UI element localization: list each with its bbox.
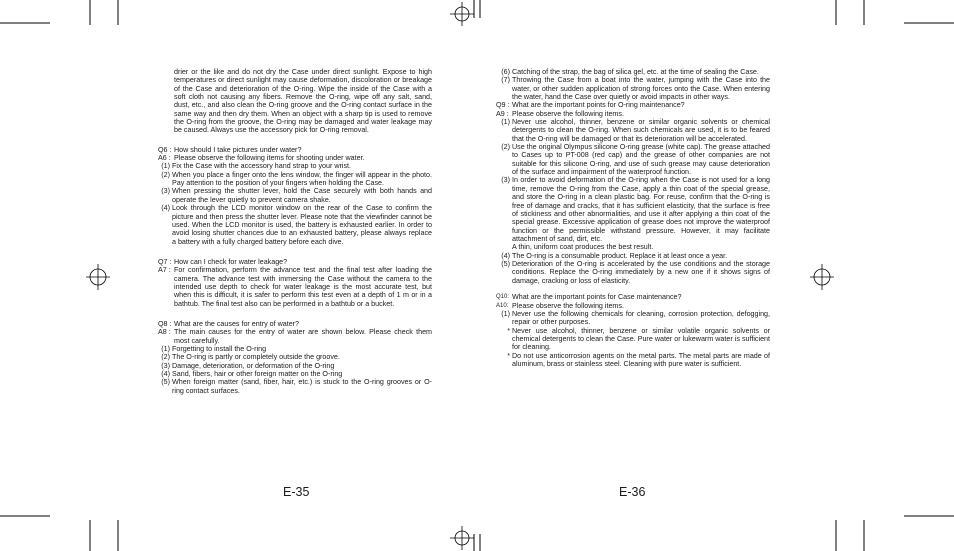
list-item: (4) Sand, fibers, hair or other foreign matter on the O-ring	[161, 370, 343, 378]
page-number-right: E-36	[619, 485, 646, 499]
q6-question: Q6 : How should I take pictures under water?	[158, 145, 302, 154]
q10-question: Q10: What are the important points for Case maintenance?	[496, 293, 682, 302]
list-item: (1) Never use the following chemicals for cleaning, corrosion protection, defogging, repair or other purposes.	[501, 309, 770, 327]
list-item: (3) Damage, deterioration, or deformation of the O-ring	[161, 361, 335, 370]
list-item: (2) Use the original Olympus silicone O-ring grease (white cap). The grease attached to Cases up to PT-008 (red cap) and the grease of other companies are not suitable for this silicone O-ring, and use of such grease may cause deterioration of the surface and impairment of the waterproof function.	[501, 143, 770, 177]
list-item: (1) Fix the Case with the accessory hand strap to your wrist.	[161, 162, 351, 171]
list-item: (6) Catching of the strap, the bag of silica gel, etc. at the time of sealing the Case.	[501, 68, 759, 76]
a9-answer: A9 : Please observe the following items.	[496, 109, 624, 118]
q9-question: Q9 : What are the important points for O-ring maintenance?	[496, 101, 685, 110]
list-item: (4) Look through the LCD monitor window on the rear of the Case to confirm the picture and then press the shutter lever. Please note that the viewfinder cannot be used. When the LCD monitor is used, the battery is exhausted earlier. In order to avoid losing shutter chances due to an exhausted battery, please always replace a battery with a fully charged battery before each dive.	[161, 204, 432, 246]
list-item: (1) Never use alcohol, thinner, benzene or similar organic solvents or chemical detergents to clean the O-ring. When such chemicals are used, it is to be feared that the O-ring will be damaged or that its deterioration will be accelerated.	[501, 118, 770, 143]
list-item: (5) Deterioration of the O-ring is accelerated by the use conditions and the storage conditions. Replace the O-ring immediately by a new one if it shows signs of damage, cracking or loss of elasticity.	[501, 259, 770, 285]
list-item: (2) The O-ring is partly or completely outside the groove.	[161, 353, 340, 362]
list-item: (7) Throwing the Case from a boat into the water, jumping with the Case into the water, or other sudden application of strong forces onto the Case. When entering the water, hand the Case over quietly or avoid impacts in other ways.	[501, 76, 770, 102]
right-page-text	[496, 68, 770, 368]
list-item-note: A thin, uniform coat produces the best result.	[512, 243, 654, 252]
bullet-item: * Do not use anticorrosion agents on the metal parts. The metal parts are made of aluminum, brass or stainless steel. Cleaning with pure water is sufficient.	[507, 351, 770, 369]
q7-question: Q7 : How can I check for water leakage?	[158, 257, 288, 266]
list-item: (1) Forgetting to install the O-ring	[161, 344, 267, 353]
list-item: (3) In order to avoid deformation of the O-ring when the Case is not used for a long time, remove the O-ring from the Case, apply a thin coat of the special grease, and store the O-ring in a clean plastic bag. For reuse, confirm that the O-ring is free of damage and cracks, that it has sufficient elasticity, that the surface is free of stickiness and other abnormalities, and use it after applying a thin coat of the special grease. Excessive application of grease does not improve the waterproof function or the permissible withstand pressure. However, it may facilitate attachment of sand, dirt, etc. A thin, uniform coat produces the best result.	[501, 176, 770, 252]
left-page-text	[158, 68, 432, 395]
list-item: (4) The O-ring is a consumable product. Replace it at least once a year.	[501, 251, 728, 260]
q8-question: Q8 : What are the causes for entry of water?	[158, 319, 300, 328]
bullet-item: * Never use alcohol, thinner, benzene or similar volatile organic solvents or chemical detergents to clean the Case. Pure water or lukewarm water is sufficient for cleaning.	[507, 326, 770, 352]
list-item: (3) When pressing the shutter lever, hold the Case securely with both hands and operate the lever quietly to prevent camera shake.	[161, 187, 432, 204]
a10-answer: A10: Please observe the following items.	[496, 301, 624, 310]
intro-paragraph: drier or the like and do not dry the Case under direct sunlight. Expose to high temperatures or direct sunlight may cause deformation, discoloration or breakage of the Case and deterioration of the O-ring. Wipe the inside of the Case with a soft cloth not causing any fibers. Remove the O-ring, wipe off any salt, sand, dust, etc., and also clean the O-ring groove and the O-ring contact surface in the same way and then dry them. When an object with a sharp tip is used to remove the O-ring from the groove, the O-ring may be damaged and water leakage may be caused. Always use the accessory pick for O-ring removal.	[174, 68, 432, 135]
a7-answer: A7 : For confirmation, perform the advance test and the final test after loading the camera. The advance test with immersing the Case without the camera to the intended use depth to check for water leakage is the most accurate test, but when this is difficult, it is safer to perform this test even at a depth of 1 m or in a bathtub. The final test also can be performed in a bathtub or a bucket.	[158, 266, 432, 308]
list-item: (5) When foreign matter (sand, fiber, hair, etc.) is stuck to the O-ring grooves or O-ring contact surfaces.	[161, 378, 432, 395]
a8-answer: A8 : The main causes for the entry of water are shown below. Please check them most carefully.	[158, 328, 432, 345]
page-number-left: E-35	[283, 485, 310, 499]
a6-answer: A6 : Please observe the following items for shooting under water.	[158, 154, 365, 163]
list-item: (2) When you place a finger onto the lens window, the finger will appear in the photo. Pay attention to the position of your fingers when holding the Case.	[161, 170, 432, 188]
